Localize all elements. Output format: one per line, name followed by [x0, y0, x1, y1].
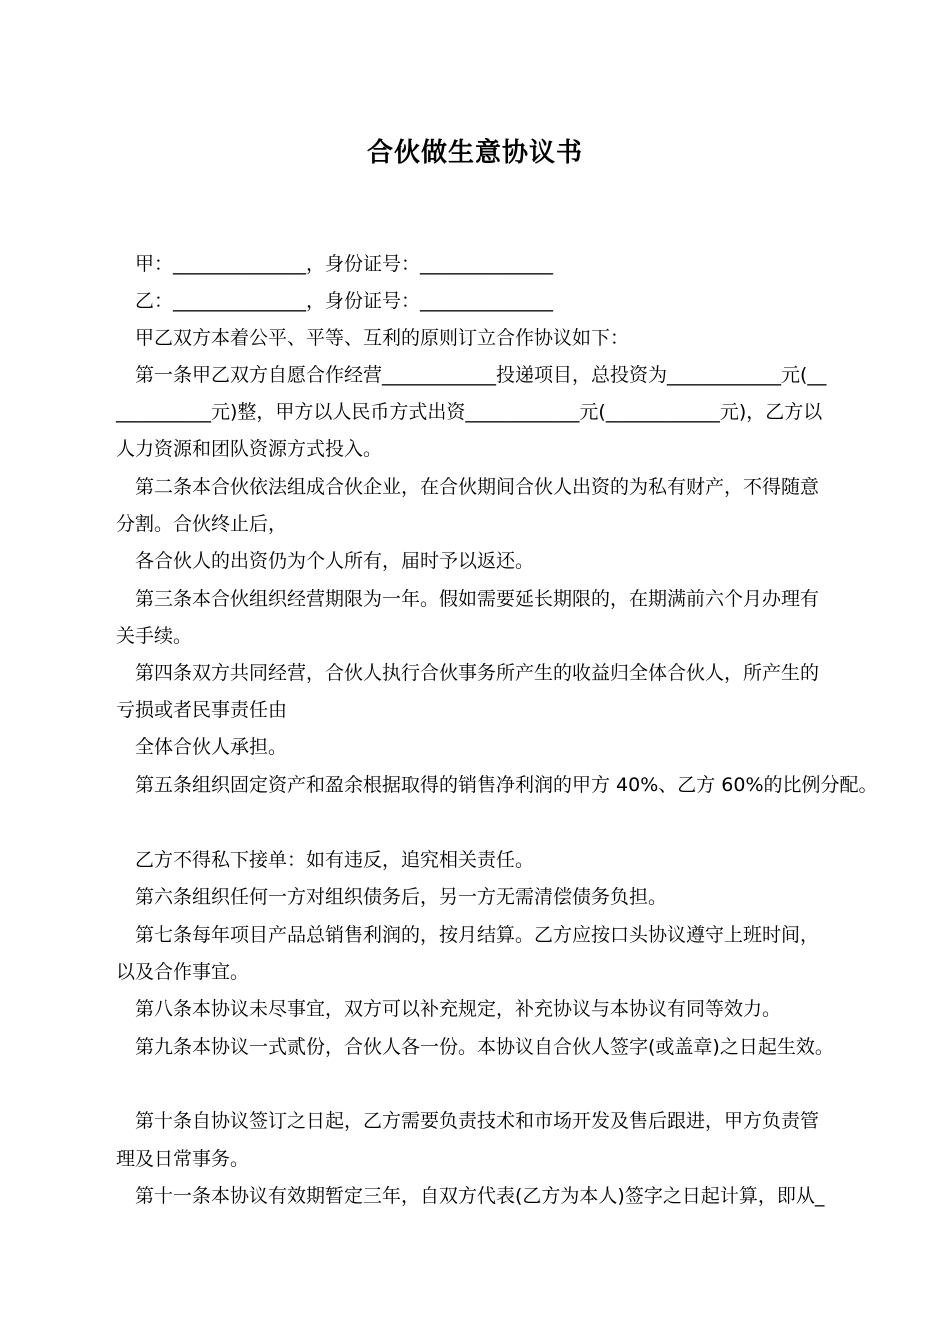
article-3-line-1: 第三条本合伙组织经营期限为一年。假如需要延长期限的，在期满前六个月办理有 [135, 588, 820, 610]
article-7-line-2: 以及合作事宜。 [116, 961, 250, 983]
article-2-line-1: 第二条本合伙依法组成合伙企业，在合伙期间合伙人出资的为私有财产，不得随意 [135, 476, 820, 498]
article-7-line-1: 第七条每年项目产品总销售利润的，按月结算。乙方应按口头协议遵守上班时间， [135, 924, 820, 946]
article-3-line-2: 关手续。 [116, 625, 193, 647]
article-11-line-1: 第十一条本协议有效期暂定三年，自双方代表(乙方为本人)签字之日起计算，即从_ [135, 1185, 825, 1207]
article-2-line-2: 分割。合伙终止后， [116, 513, 288, 535]
preamble-line: 甲乙双方本着公平、平等、互利的原则订立合作协议如下： [135, 327, 630, 349]
article-6-line: 第六条组织任何一方对组织债务后，另一方无需清偿债务负担。 [135, 886, 668, 908]
article-4-line-3: 全体合伙人承担。 [135, 736, 288, 758]
article-1-line-3: 人力资源和团队资源方式投入。 [116, 438, 383, 460]
party-b-line: 乙：______________，身份证号：______________ [135, 290, 554, 312]
party-b-restriction-line: 乙方不得私下接单：如有违反，追究相关责任。 [135, 849, 535, 871]
article-4-line-1: 第四条双方共同经营，合伙人执行合伙事务所产生的收益归全体合伙人，所产生的 [135, 662, 820, 684]
article-2-line-3: 各合伙人的出资仍为个人所有，届时予以返还。 [135, 550, 535, 572]
article-1-line-1: 第一条甲乙双方自愿合作经营____________投递项目，总投资为____________元(__ [135, 364, 827, 386]
document-title: 合伙做生意协议书 [366, 138, 583, 168]
article-5-line: 第五条组织固定资产和盈余根据取得的销售净利润的甲方 40%、乙方 60%的比例分配。 [135, 774, 878, 796]
article-8-line: 第八条本协议未尽事宜，双方可以补充规定，补充协议与本协议有同等效力。 [135, 998, 782, 1020]
article-1-line-2: __________元)整，甲方以人民币方式出资____________元(____________元)，乙方以 [116, 401, 823, 423]
article-10-line-2: 理及日常事务。 [116, 1148, 250, 1170]
article-10-line-1: 第十条自协议签订之日起，乙方需要负责技术和市场开发及售后跟进，甲方负责管 [135, 1110, 820, 1132]
article-9-line: 第九条本协议一式贰份，合伙人各一份。本协议自合伙人签字(或盖章)之日起生效。 [135, 1036, 834, 1058]
party-a-line: 甲：______________，身份证号：______________ [135, 253, 554, 275]
article-4-line-2: 亏损或者民事责任由 [116, 699, 288, 721]
